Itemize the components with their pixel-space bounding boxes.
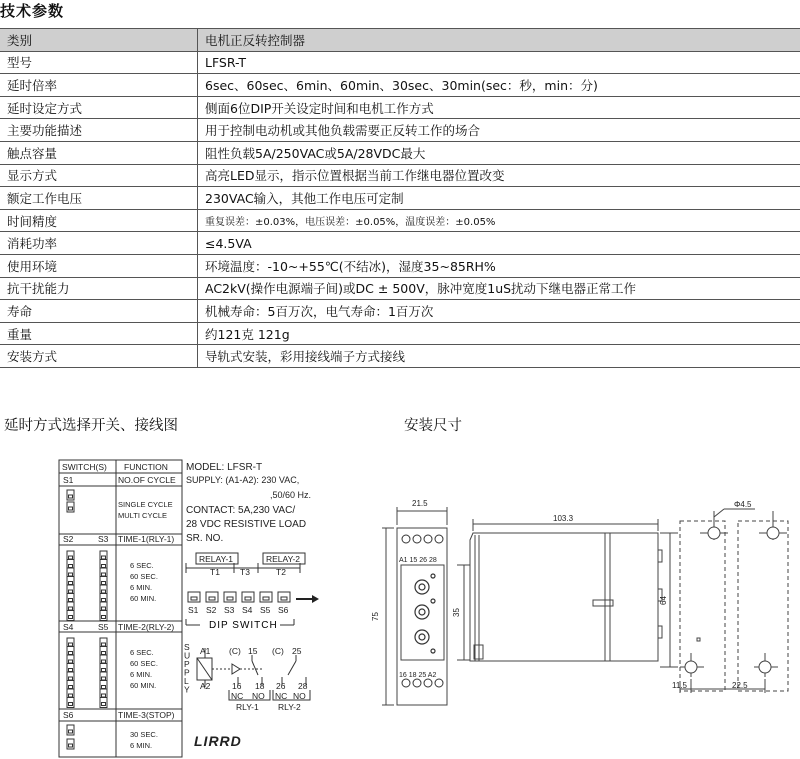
- supply-letter: U: [184, 650, 191, 661]
- sr-no: SR. NO.: [186, 533, 224, 544]
- dip-switch-number: S3: [224, 605, 235, 615]
- spec-category: 安装方式: [0, 345, 198, 368]
- dip-switch-knob: [227, 597, 233, 600]
- spec-category: 延时倍率: [0, 74, 198, 97]
- dip-switch-knob: [191, 597, 197, 600]
- dip-switch-knob: [102, 607, 106, 610]
- s3-label: S3: [98, 534, 109, 544]
- rly1-label: RLY-1: [236, 702, 259, 712]
- spec-value: 230VAC输入，其他工作电压可定制: [198, 187, 800, 210]
- dip-switch-knob: [69, 582, 73, 585]
- spec-value: 机械寿命：5百万次，电气寿命：1百万次: [198, 300, 800, 323]
- mount-diagram: [360, 495, 800, 759]
- dim-64: 64: [659, 596, 668, 605]
- dip-switch-knob: [69, 686, 73, 689]
- terminal-18: 18: [255, 681, 265, 691]
- spec-row: [0, 254, 800, 277]
- dip-switch-knob: [102, 643, 106, 646]
- dip-switch-knob: [69, 590, 73, 593]
- s6-label: S6: [63, 710, 74, 720]
- dim-11-5: 11.5: [672, 681, 687, 690]
- no1-label: NO: [252, 691, 265, 701]
- terminal-25: 25: [292, 646, 302, 656]
- dip-switch-knob: [245, 597, 251, 600]
- spec-value: 阻性负载5A/250VAC或5A/28VDC最大: [198, 141, 800, 164]
- spec-category: 型号: [0, 51, 198, 74]
- dip-switch-number: S6: [278, 605, 289, 615]
- spec-row: [0, 96, 800, 119]
- spec-value: ≤4.5VA: [198, 232, 800, 255]
- t1-option: 6 MIN.: [130, 583, 153, 592]
- spec-header-row: [0, 29, 800, 52]
- supply-letter: L: [184, 676, 189, 686]
- t2-label: T2: [276, 567, 286, 577]
- terminal-16: 16: [232, 681, 242, 691]
- dip-switch-knob: [69, 694, 73, 697]
- supply-letter: S: [184, 642, 190, 652]
- s1-function: NO.OF CYCLE: [118, 475, 176, 485]
- spec-category: 主要功能描述: [0, 119, 198, 142]
- terminal-screw-icon: [424, 679, 432, 687]
- spec-category: 使用环境: [0, 254, 198, 277]
- terminal-screw-icon: [435, 679, 443, 687]
- spec-value: 6sec、60sec、6min、60min、30sec、30min(sec：秒，min：分): [198, 74, 800, 97]
- mount-section-title: 安装尺寸: [404, 418, 462, 434]
- dip-switch-knob: [102, 652, 106, 655]
- dip-switch-knob: [69, 703, 73, 706]
- dip-switch-knob: [69, 599, 73, 602]
- dim-35: 35: [452, 608, 461, 617]
- dim-hole: Φ4.5: [734, 500, 752, 509]
- terminal-screw-icon: [413, 535, 421, 543]
- dip-switch-knob: [69, 643, 73, 646]
- no2-label: NO: [293, 691, 306, 701]
- spec-row: [0, 209, 800, 232]
- dip-switch-knob: [102, 694, 106, 697]
- dip-switch-knob: [69, 669, 73, 672]
- spec-category: 消耗功率: [0, 232, 198, 255]
- t2-option: 60 SEC.: [130, 659, 158, 668]
- brand-logo: LIRRD: [194, 733, 242, 749]
- terminal-26: 26: [276, 681, 286, 691]
- terminal-28: 28: [298, 681, 308, 691]
- arrow-head-icon: [312, 595, 319, 603]
- dip-switch-number: S4: [242, 605, 253, 615]
- dip-switch-knob: [209, 597, 215, 600]
- spec-category: 时间精度: [0, 209, 198, 232]
- t1-option: 60 MIN.: [130, 594, 157, 603]
- t2-option: 60 MIN.: [130, 681, 157, 690]
- dip-switch-knob: [281, 597, 287, 600]
- t2-option: 6 SEC.: [130, 648, 154, 657]
- dim-width: 21.5: [412, 499, 428, 508]
- dip-switch-knob: [69, 607, 73, 610]
- spec-row: [0, 322, 800, 345]
- dip-switch-knob: [102, 660, 106, 663]
- supply-freq: ,50/60 Hz.: [270, 490, 312, 500]
- switch-header: SWITCH(S): [62, 462, 107, 472]
- s4-label: S4: [63, 622, 74, 632]
- spec-category: 触点容量: [0, 141, 198, 164]
- s5-label: S5: [98, 622, 109, 632]
- dip-switch-knob: [69, 652, 73, 655]
- dip-switch-knob: [69, 677, 73, 680]
- wiring-section-title: 延时方式选择开关、接线图: [4, 418, 178, 434]
- t3-label: T3: [240, 567, 250, 577]
- t2-option: 6 MIN.: [130, 670, 153, 679]
- bottom-terminals: 16 18 25 A2: [399, 672, 437, 679]
- multi-cycle-label: MULTI CYCLE: [118, 511, 168, 520]
- spec-row: [0, 232, 800, 255]
- model-text: MODEL: LFSR-T: [186, 462, 263, 473]
- spec-row: [0, 300, 800, 323]
- time1-function: TIME-1(RLY-1): [118, 534, 175, 544]
- dip-switch-knob: [102, 590, 106, 593]
- a1-label: A1: [200, 646, 211, 656]
- t1-option: 60 SEC.: [130, 572, 158, 581]
- page-title: 技术参数: [0, 2, 65, 20]
- nc1-label: NC: [231, 691, 244, 701]
- dip-switch-knob: [69, 744, 73, 747]
- spec-row: [0, 164, 800, 187]
- s1-label: S1: [63, 475, 74, 485]
- spec-category: 类别: [0, 29, 198, 52]
- dip-switch-knob: [69, 730, 73, 733]
- t1-label: T1: [210, 567, 220, 577]
- relay2-label: RELAY-2: [266, 554, 301, 564]
- s2-label: S2: [63, 534, 74, 544]
- spec-row: [0, 141, 800, 164]
- dip-switch-knob: [69, 616, 73, 619]
- spec-value: 约121克 121g: [198, 322, 800, 345]
- spec-table: [0, 28, 800, 368]
- terminal-screw-icon: [402, 679, 410, 687]
- a2-label: A2: [200, 681, 211, 691]
- spec-row: [0, 187, 800, 210]
- terminal-15: 15: [248, 646, 258, 656]
- dip-switch-knob: [69, 495, 73, 498]
- dip-switch-knob: [102, 703, 106, 706]
- dip-switch-knob: [69, 507, 73, 510]
- contact-text: CONTACT: 5A,230 VAC/: [186, 505, 296, 516]
- terminal-screw-icon: [435, 535, 443, 543]
- t3-option: 6 MIN.: [130, 741, 153, 750]
- dip-switch-knob: [69, 660, 73, 663]
- terminal-screw-icon: [424, 535, 432, 543]
- time3-function: TIME-3(STOP): [118, 710, 175, 720]
- spec-category: 重量: [0, 322, 198, 345]
- terminal-screw-icon: [413, 679, 421, 687]
- dim-depth: 103.3: [553, 514, 574, 523]
- spec-value: 电机正反转控制器: [198, 29, 800, 52]
- spec-value: 侧面6位DIP开关设定时间和电机工作方式: [198, 96, 800, 119]
- dip-switch-number: S2: [206, 605, 217, 615]
- wiring-diagram: [0, 455, 400, 759]
- relay1-label: RELAY-1: [199, 554, 234, 564]
- spec-category: 寿命: [0, 300, 198, 323]
- spec-row: [0, 74, 800, 97]
- spec-value: LFSR-T: [198, 51, 800, 74]
- top-terminals: A1 15 26 28: [399, 557, 437, 564]
- dip-switch-label: DIP SWITCH: [209, 620, 278, 631]
- dim-22-5: 22.5: [732, 681, 748, 690]
- spec-category: 延时设定方式: [0, 96, 198, 119]
- dip-switch-knob: [102, 616, 106, 619]
- dip-switch-knob: [102, 599, 106, 602]
- dip-switch-knob: [69, 565, 73, 568]
- dip-switch-knob: [102, 556, 106, 559]
- single-cycle-label: SINGLE CYCLE: [118, 500, 173, 509]
- rly2-label: RLY-2: [278, 702, 301, 712]
- dip-switch-knob: [102, 573, 106, 576]
- supply-letter: P: [184, 659, 190, 669]
- spec-category: 抗干扰能力: [0, 277, 198, 300]
- spec-value: 高亮LED显示，指示位置根据当前工作继电器位置改变: [198, 164, 800, 187]
- dip-switch-number: S1: [188, 605, 199, 615]
- spec-row: [0, 119, 800, 142]
- dip-switch-number: S5: [260, 605, 271, 615]
- spec-value: 环境温度：-10~+55℃(不结冰)，湿度35~85RH%: [198, 254, 800, 277]
- t1-option: 6 SEC.: [130, 561, 154, 570]
- nc2-label: NC: [275, 691, 288, 701]
- spec-row: [0, 51, 800, 74]
- contact-load: 28 VDC RESISTIVE LOAD: [186, 519, 307, 530]
- dip-switch-knob: [69, 556, 73, 559]
- dip-switch-knob: [102, 686, 106, 689]
- supply-letter: Y: [184, 684, 190, 695]
- dip-switch-knob: [69, 573, 73, 576]
- supply-text: SUPPLY: (A1-A2): 230 VAC,: [186, 475, 300, 485]
- spec-value: 重复误差：±0.03%，电压误差：±0.05%，温度误差：±0.05%: [198, 209, 800, 232]
- t3-option: 30 SEC.: [130, 730, 158, 739]
- spec-category: 额定工作电压: [0, 187, 198, 210]
- spec-value: AC2kV(操作电源端子间)或DC ± 500V，脉冲宽度1uS扰动下继电器正常工作: [198, 277, 800, 300]
- dip-switch-knob: [102, 677, 106, 680]
- dim-75: 75: [371, 612, 380, 621]
- c2-label: (C): [272, 646, 284, 656]
- dip-switch-knob: [263, 597, 269, 600]
- supply-letter: P: [184, 667, 190, 678]
- spec-value: 导轨式安装，彩用接线端子方式接线: [198, 345, 800, 368]
- terminal-screw-icon: [402, 535, 410, 543]
- spec-category: 显示方式: [0, 164, 198, 187]
- dip-switch-knob: [102, 669, 106, 672]
- time2-function: TIME-2(RLY-2): [118, 622, 175, 632]
- c1-label: (C): [229, 646, 241, 656]
- dip-switch-knob: [102, 565, 106, 568]
- spec-value: 用于控制电动机或其他负载需要正反转工作的场合: [198, 119, 800, 142]
- spec-row: [0, 277, 800, 300]
- dip-switch-knob: [102, 582, 106, 585]
- function-header: FUNCTION: [124, 462, 168, 472]
- spec-row: [0, 345, 800, 368]
